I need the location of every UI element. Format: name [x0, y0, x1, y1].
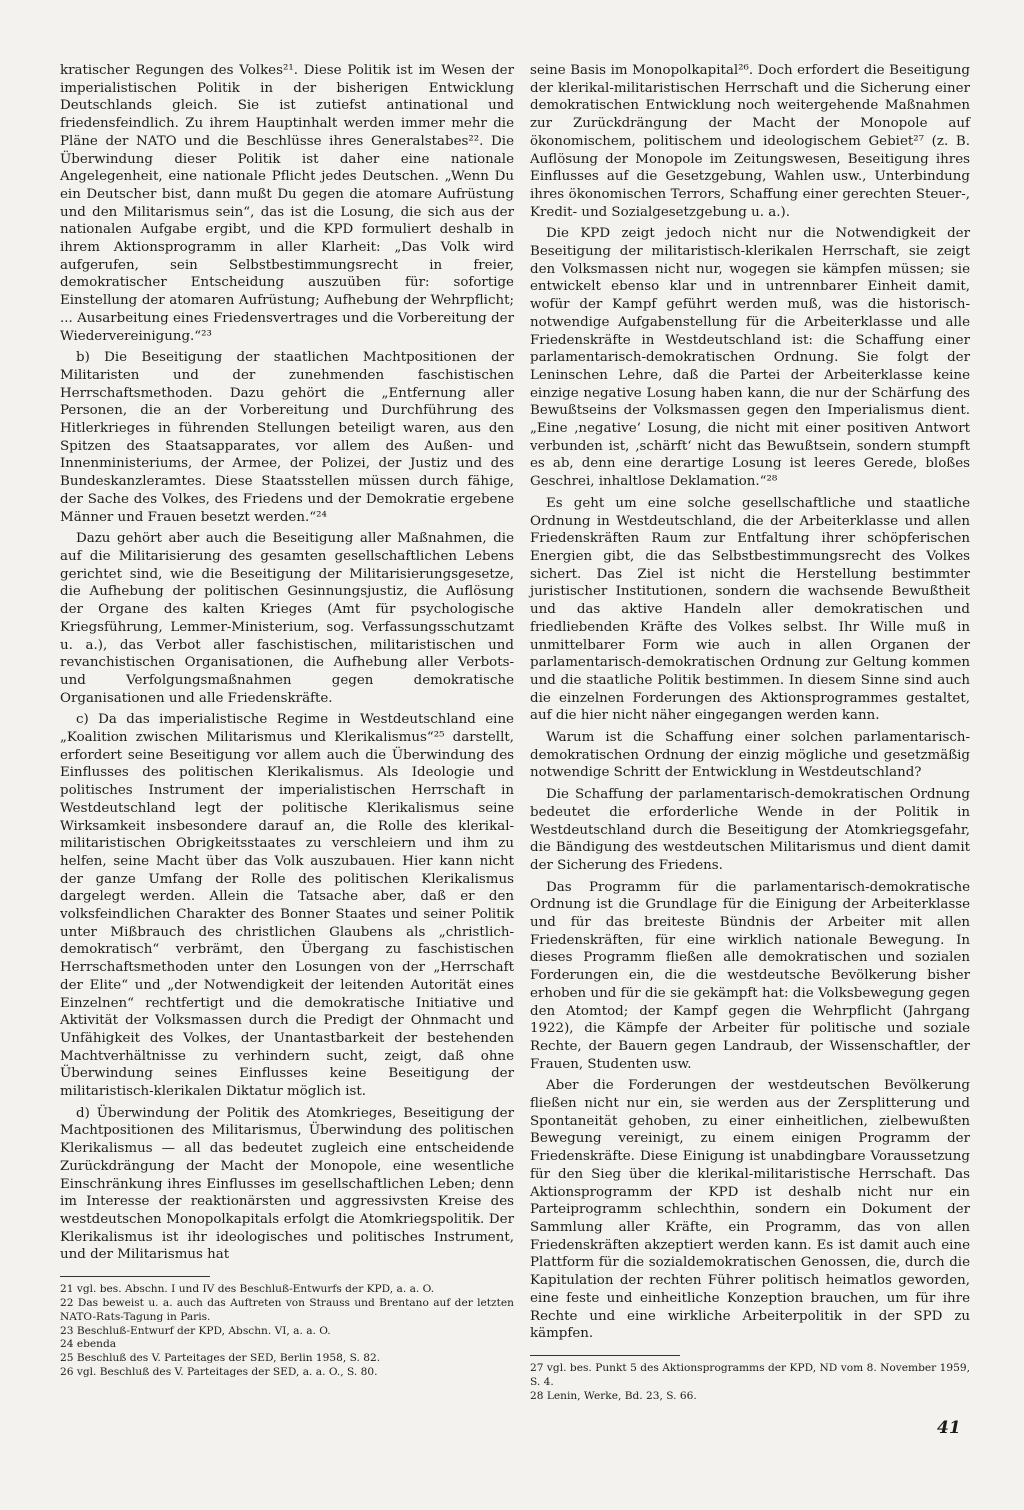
footnote-divider — [60, 1276, 210, 1277]
paragraph: Warum ist die Schaffung einer solchen parlamentarisch-demokratischen Ordnung der einzig mögliche und gesetzmäßig notwendige Schritt der Entwicklung in Westdeutschland? — [530, 730, 970, 781]
paragraph: Die Schaffung der parlamentarisch-demokratischen Ordnung bedeutet die erforderliche Wende in der Politik in Westdeutschland durch die Beseitigung der Atomkriegsgefahr, die Bändigung des westdeutschen Militarismus und dient damit der Sicherung des Friedens. — [530, 787, 970, 873]
footnote: 24 ebenda — [60, 1338, 117, 1351]
right-column-body — [530, 62, 970, 1343]
paragraph: Das Programm für die parlamentarisch-demokratische Ordnung ist die Grundlage für die Einigung der Arbeiterklasse und für das breiteste Bündnis der Arbeiter mit allen Friedenskräften, für eine wirklich nationale Bewegung. In dieses Programm fließen alle demokratischen und sozialen Forderungen ein, die die westdeutsche Bevölkerung bisher erhoben und für die sie gekämpft hat: die Volksbewegung gegen den Atomtod; der Kampf gegen die Wehrpflicht (Jahrgang 1922), die Kämpfe der Arbeiter für politische und soziale Rechte, der Bauern gegen Landraub, der Wissenschaftler, der Frauen, Studenten usw. — [530, 879, 970, 1072]
paragraph: Aber die Forderungen der westdeutschen Bevölkerung fließen nicht nur ein, sie werden aus der Zersplitterung und Spontaneität gehoben, zu einer einheitlichen, zielbewußten Bewegung vereinigt, zu einem einigen Programm der Friedenskräfte. Diese Einigung ist unabdingbare Voraussetzung für den Sieg über die klerikal-militaristische Herrschaft. Das Aktionsprogramm der KPD ist deshalb nicht nur ein Parteiprogramm schlechthin, sondern ein Dokument der Sammlung aller Kräfte, ein Programm, das von allen Friedenskräften akzeptiert werden kann. Es ist damit auch eine Plattform für die sozialdemokratischen Genossen, die, durch die Kapitulation der rechten Führer politisch heimatlos geworden, eine feste und einheitliche Konzeption brauchen, um für ihre Rechte und eine wirkliche Arbeiterpolitik in der SPD zu kämpfen. — [530, 1078, 970, 1342]
footnote: 27 vgl. bes. Punkt 5 des Aktionsprogramms der KPD, ND vom 8. November 1959, S. 4. — [530, 1361, 970, 1388]
footnote: 28 Lenin, Werke, Bd. 23, S. 66. — [530, 1389, 697, 1402]
left-column — [60, 62, 514, 1380]
paragraph: kratischer Regungen des Volkes²¹. Diese Politik ist im Wesen der imperialistischen Politik in der bisherigen Entwicklung Deutschlands gleich. Sie ist zutiefst antinational und friedensfeindlich. Zu ihrem Hauptinhalt werden immer mehr die Pläne der NATO und die Beschlüsse ihres Generalstabes²². Die Überwindung dieser Politik ist daher eine nationale Angelegenheit, eine nationale Pflicht jedes Deutschen. „Wenn Du ein Deutscher bist, dann mußt Du gegen die atomare Aufrüstung und den Militarismus sein“, das ist die Losung, die sich aus der nationalen Aufgabe ergibt, und die KPD formuliert deshalb in ihrem Aktionsprogramm in aller Klarheit: „Das Volk wird aufgerufen, sein Selbstbestimmungsrecht in freier, demokratischer Entscheidung auszuüben für: sofortige Einstellung der atomaren Aufrüstung; Aufhebung der Wehrpflicht; ... Ausarbeitung eines Friedensvertrages und die Vorbereitung der Wiedervereinigung.“²³ — [60, 63, 514, 344]
paragraph: d) Überwindung der Politik des Atomkrieges, Beseitigung der Machtpositionen des Militarismus, Überwindung des politischen Klerikalismus — all das bedeutet zugleich eine entscheidende Zurückdrängung der Macht der Monopole, eine wesentliche Einschränkung ihres Einflusses im gesellschaftlichen Leben; denn im Interesse der reaktionärsten und aggressivsten Kreise des westdeutschen Monopolkapitals erfolgt die Atomkriegspolitik. Der Klerikalismus ist ihr ideologisches und politisches Instrument, und der Militarismus hat — [60, 1105, 514, 1263]
paragraph: Dazu gehört aber auch die Beseitigung aller Maßnahmen, die auf die Militarisierung des gesamten gesellschaftlichen Lebens gerichtet sind, wie die Beseitigung der Militarisierungsgesetze, die Aufhebung der politischen Gesinnungsjustiz, die Auflösung der Organe des kalten Krieges (Amt für psychologische Kriegsführung, Lemmer-Ministerium, sog. Verfassungsschutzamt u. a.), das Verbot aller faschistischen, militaristischen und revanchistischen Organisationen, die Aufhebung aller Verbots- und Verfolgungsmaßnahmen gegen demokratische Organisationen und alle Friedenskräfte. — [60, 531, 514, 706]
paragraph: Es geht um eine solche gesellschaftliche und staatliche Ordnung in Westdeutschland, die der Arbeiterklasse und allen Friedenskräften Raum zur Entfaltung ihrer schöpferischen Energien gibt, die das Selbstbestimmungsrecht des Volkes sichert. Das Ziel ist nicht die Herstellung bestimmter juristischer Institutionen, sondern die wachsende Bewußtheit und das aktive Handeln aller demokratischen und friedliebenden Kräfte des Volkes selbst. Ihr Wille muß in unmittelbarer Form wie auch in allen Organen der parlamentarisch-demokratischen Ordnung zur Geltung kommen und die staatliche Politik bestimmen. In diesem Sinne sind auch die einzelnen Forderungen des Aktionsprogrammes gestaltet, auf die hier nicht näher eingegangen werden kann. — [530, 495, 970, 724]
paragraph: c) Da das imperialistische Regime in Westdeutschland eine „Koalition zwischen Militarismus und Klerikalismus“²⁵ darstellt, erfordert seine Beseitigung vor allem auch die Überwindung des Einflusses des politischen Klerikalismus. Als Ideologie und politisches Instrument der imperialistischen Herrschaft in Westdeutschland legt der politische Klerikalismus seine Wirksamkeit insbesondere darauf an, die Rolle des klerikal-militaristischen Obrigkeitsstaates zu verschleiern und ihm zu helfen, seine Macht über das Volk auszubauen. Hier kann nicht der ganze Umfang der Rolle des politischen Klerikalismus dargelegt werden. Allein die Tatsache aber, daß er den volksfeindlichen Charakter des Bonner Staates und seiner Politik unter Mißbrauch des christlichen Glaubens als „christlich-demokratisch“ verbrämt, den Übergang zu faschistischen Herrschaftsmethoden unter den Losungen von der „Herrschaft der Elite“ und „der Notwendigkeit der leitenden Autorität eines Einzelnen“ rechtfertigt und die demokratische Initiative und Aktivität der Volksmassen durch die Predigt der Ohnmacht und Unfähigkeit des Volkes, der Unantastbarkeit der bestehenden Machtverhältnisse zu verhindern sucht, zeigt, daß ohne Überwindung seines Einflusses keine Beseitigung der militaristisch-klerikalen Diktatur möglich ist. — [60, 712, 514, 1100]
footnotes-right — [530, 1362, 970, 1403]
footnotes-left — [60, 1283, 514, 1380]
footnote: 21 vgl. bes. Abschn. I und IV des Beschluß-Entwurfs der KPD, a. a. O. — [60, 1283, 435, 1296]
paragraph: b) Die Beseitigung der staatlichen Machtpositionen der Militaristen und der zunehmenden faschistischen Herrschaftsmethoden. Dazu gehört die „Entfernung aller Personen, die an der Vorbereitung und Durchführung des Hitlerkrieges in führenden Stellungen beteiligt waren, aus den Spitzen des Staatsapparates, vor allem des Außen- und Innenministeriums, der Armee, der Polizei, der Justiz und des Bundeskanzleramtes. Diese Staatsstellen müssen durch fähige, der Sache des Volkes, des Friedens und der Demokratie ergebene Männer und Frauen besetzt werden.“²⁴ — [60, 350, 514, 525]
footnote: 26 vgl. Beschluß des V. Parteitages der SED, a. a. O., S. 80. — [60, 1365, 378, 1378]
left-column-body — [60, 62, 514, 1264]
page-number: 41 — [937, 1418, 961, 1438]
footnote: 22 Das beweist u. a. auch das Auftreten von Strauss und Brentano auf der letzten NATO-Rats-Tagung in Paris. — [60, 1296, 514, 1323]
paragraph: Die KPD zeigt jedoch nicht nur die Notwendigkeit der Beseitigung der militaristisch-klerikalen Herrschaft, sie zeigt den Volksmassen nicht nur, wogegen sie kämpfen müssen; sie entwickelt ebenso klar und in untrennbarer Einheit damit, wofür der Kampf geführt werden muß, was die historisch-notwendige Aufgabenstellung für die Arbeiterklasse und alle Friedenskräfte in Westdeutschland ist: die Schaffung einer parlamentarisch-demokratischen Ordnung. Sie folgt der Leninschen Lehre, daß die Partei der Arbeiterklasse keine einzige negative Losung haben kann, die nur der Schärfung des Bewußtseins der Volksmassen gegen den Imperialismus dient. „Eine ‚negative‘ Losung, die nicht mit einer positiven Antwort verbunden ist, ‚schärft‘ nicht das Bewußtsein, sondern stumpft es ab, denn eine derartige Losung ist leeres Gerede, bloßes Geschrei, inhaltlose Deklamation.“²⁸ — [530, 226, 970, 490]
footnote: 23 Beschluß-Entwurf der KPD, Abschn. VI, a. a. O. — [60, 1324, 331, 1337]
footnote: 25 Beschluß des V. Parteitages der SED, Berlin 1958, S. 82. — [60, 1352, 381, 1365]
right-column — [530, 62, 970, 1403]
footnote-divider — [530, 1355, 680, 1356]
paragraph: seine Basis im Monopolkapital²⁶. Doch erfordert die Beseitigung der klerikal-militaristischen Herrschaft und die Sicherung einer demokratischen Entwicklung noch weitergehende Maßnahmen zur Zurückdrängung der Macht der Monopole auf ökonomischem, politischem und ideologischem Gebiet²⁷ (z. B. Auflösung der Monopole im Zeitungswesen, Beseitigung ihres Einflusses auf die Gesetzgebung, Wahlen usw., Unterbindung ihres ökonomischen Terrors, Schaffung einer gerechten Steuer-, Kredit- und Sozialgesetzgebung u. a.). — [530, 63, 970, 220]
